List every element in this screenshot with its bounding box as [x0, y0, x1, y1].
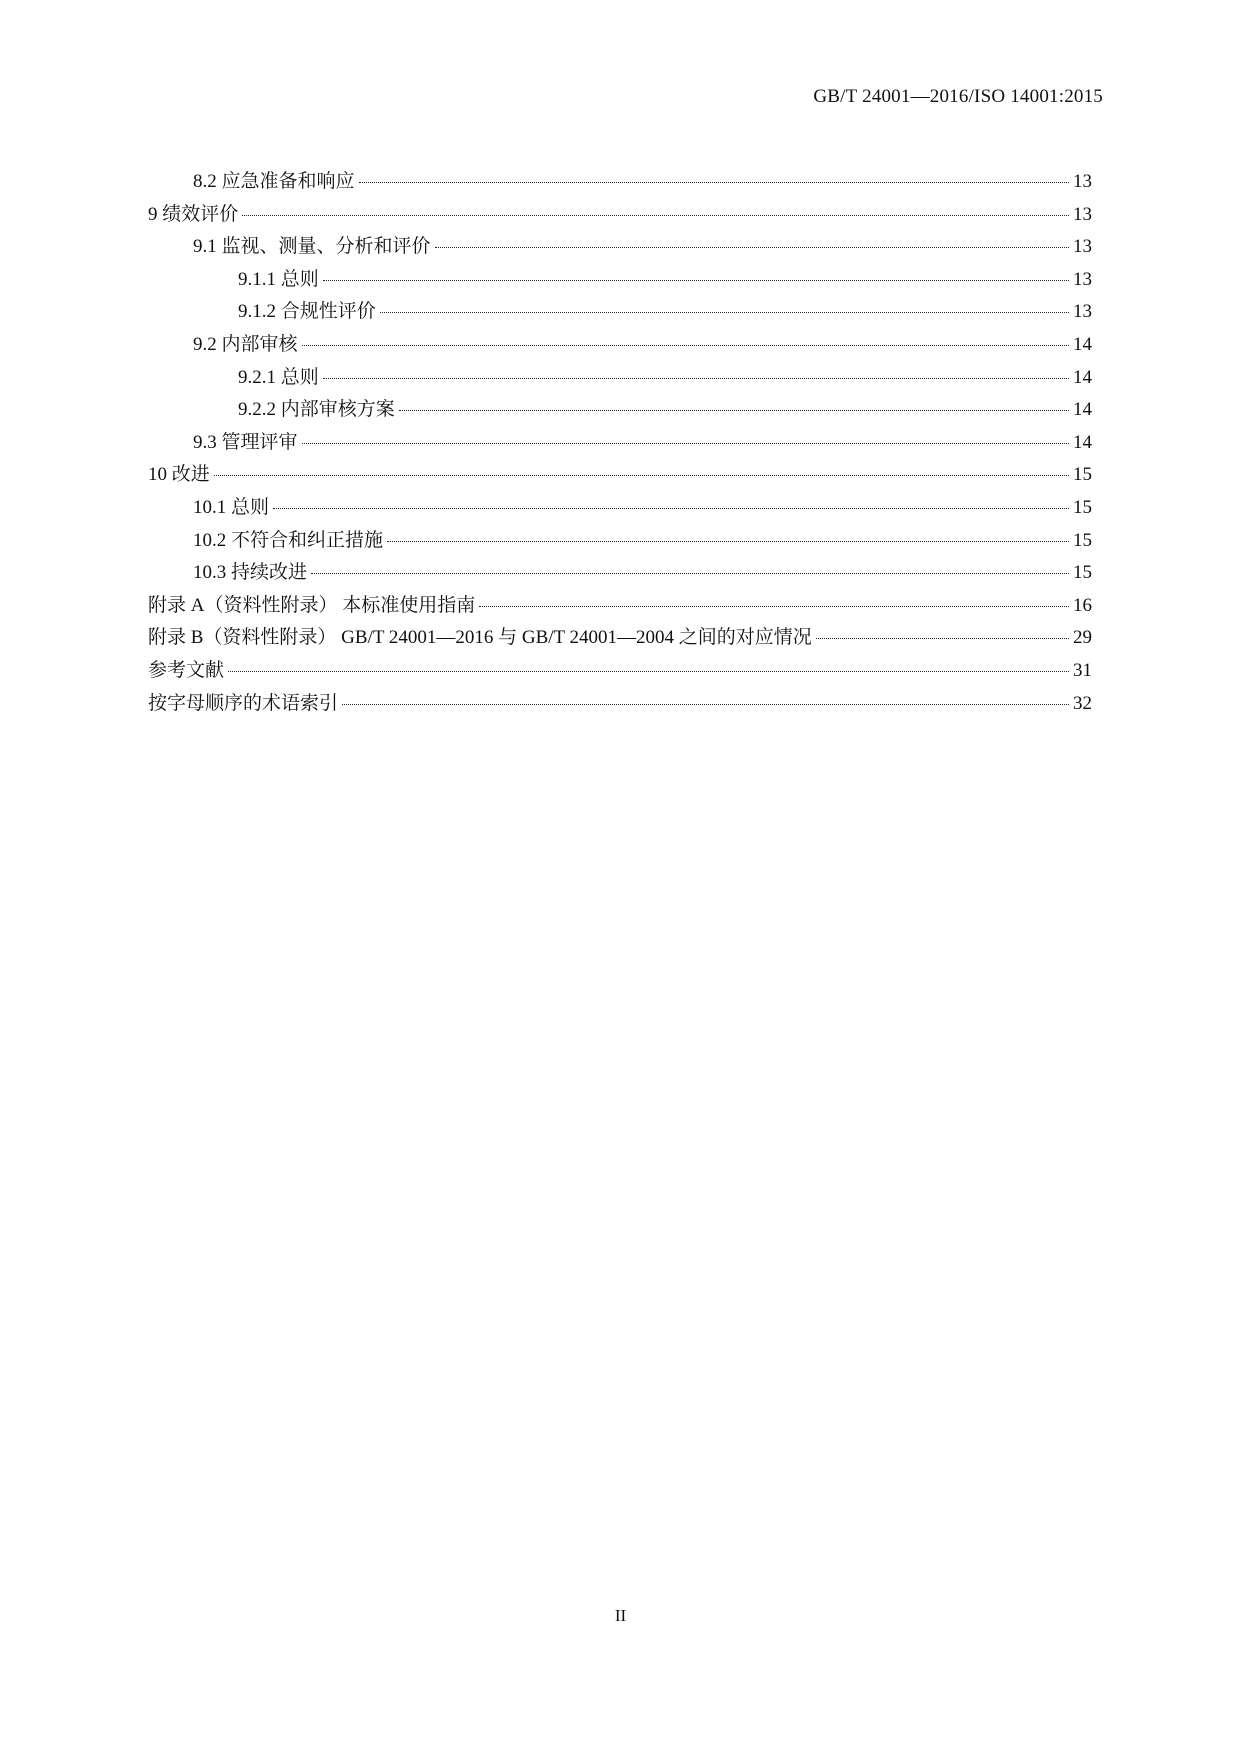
dot-leader	[435, 247, 1069, 248]
toc-entry-page: 13	[1073, 171, 1092, 192]
toc-entry-title: 按字母顺序的术语索引	[148, 692, 339, 714]
dot-leader	[302, 345, 1069, 346]
toc-entry-page: 32	[1073, 692, 1092, 714]
toc-entry[interactable]	[148, 296, 1092, 329]
table-of-contents	[148, 166, 1092, 720]
toc-entry-page: 13	[1073, 236, 1092, 258]
toc-entry-page: 13	[1073, 203, 1092, 225]
toc-entry-title: 9.3 管理评审	[193, 431, 298, 453]
toc-entry-page: 15	[1073, 529, 1092, 551]
toc-entry-title: 10 改进	[148, 464, 210, 486]
toc-entry[interactable]	[148, 166, 1092, 199]
dot-leader	[380, 312, 1069, 313]
toc-entry-title: 8.2 应急准备和响应	[193, 171, 355, 192]
toc-entry[interactable]	[148, 394, 1092, 427]
toc-entry-title: 9.1.2 合规性评价	[238, 301, 376, 323]
toc-entry-title: 9 绩效评价	[148, 203, 239, 225]
toc-entry[interactable]	[148, 525, 1092, 558]
dot-leader	[323, 378, 1069, 379]
toc-entry-page: 15	[1073, 562, 1092, 584]
toc-entry[interactable]	[148, 590, 1092, 623]
dot-leader	[479, 606, 1069, 607]
toc-entry-page: 14	[1073, 366, 1092, 388]
toc-entry[interactable]	[148, 199, 1092, 232]
dot-leader	[214, 475, 1069, 476]
dot-leader	[399, 410, 1069, 411]
dot-leader	[387, 541, 1069, 542]
dot-leader	[228, 671, 1069, 672]
dot-leader	[311, 573, 1069, 574]
toc-entry[interactable]	[148, 459, 1092, 492]
dot-leader	[342, 704, 1069, 705]
toc-entry[interactable]	[148, 492, 1092, 525]
toc-entry[interactable]	[148, 427, 1092, 460]
toc-entry-page: 16	[1073, 594, 1092, 616]
toc-entry[interactable]	[148, 264, 1092, 297]
toc-entry-title: 9.1 监视、测量、分析和评价	[193, 236, 431, 258]
toc-entry-title: 参考文献	[148, 659, 225, 681]
toc-entry[interactable]	[148, 622, 1092, 655]
toc-entry[interactable]	[148, 231, 1092, 264]
toc-entry-title: 附录 A（资料性附录） 本标准使用指南	[148, 594, 476, 616]
toc-entry-page: 13	[1073, 301, 1092, 323]
toc-entry[interactable]	[148, 362, 1092, 395]
toc-entry-title: 10.2 不符合和纠正措施	[193, 529, 384, 551]
toc-entry[interactable]	[148, 655, 1092, 688]
toc-entry-page: 14	[1073, 333, 1092, 355]
toc-entry-page: 15	[1073, 496, 1092, 518]
toc-entry-page: 14	[1073, 431, 1092, 453]
dot-leader	[273, 508, 1069, 509]
toc-entry-title: 附录 B（资料性附录） GB/T 24001—2016 与 GB/T 24001—2004 之间的对应情况	[148, 627, 812, 649]
toc-entry-page: 15	[1073, 464, 1092, 486]
toc-entry[interactable]	[148, 329, 1092, 362]
toc-entry[interactable]	[148, 688, 1092, 721]
toc-entry-title: 10.3 持续改进	[193, 562, 308, 584]
toc-entry-title: 9.2.1 总则	[238, 366, 319, 388]
toc-entry-title: 9.2 内部审核	[193, 333, 298, 355]
toc-entry-title: 10.1 总则	[193, 496, 270, 518]
standard-code-header: GB/T 24001—2016/ISO 14001:2015	[813, 86, 1103, 107]
toc-entry-page: 29	[1073, 627, 1092, 649]
dot-leader	[323, 280, 1069, 281]
toc-entry-page: 14	[1073, 399, 1092, 421]
dot-leader	[242, 215, 1069, 216]
dot-leader	[816, 638, 1069, 639]
toc-entry[interactable]	[148, 557, 1092, 590]
toc-entry-title: 9.1.1 总则	[238, 268, 319, 290]
toc-entry-page: 31	[1073, 659, 1092, 681]
page-number: II	[614, 1606, 627, 1625]
dot-leader	[302, 443, 1069, 444]
dot-leader	[359, 182, 1069, 183]
toc-entry-title: 9.2.2 内部审核方案	[238, 399, 395, 421]
toc-entry-page: 13	[1073, 268, 1092, 290]
